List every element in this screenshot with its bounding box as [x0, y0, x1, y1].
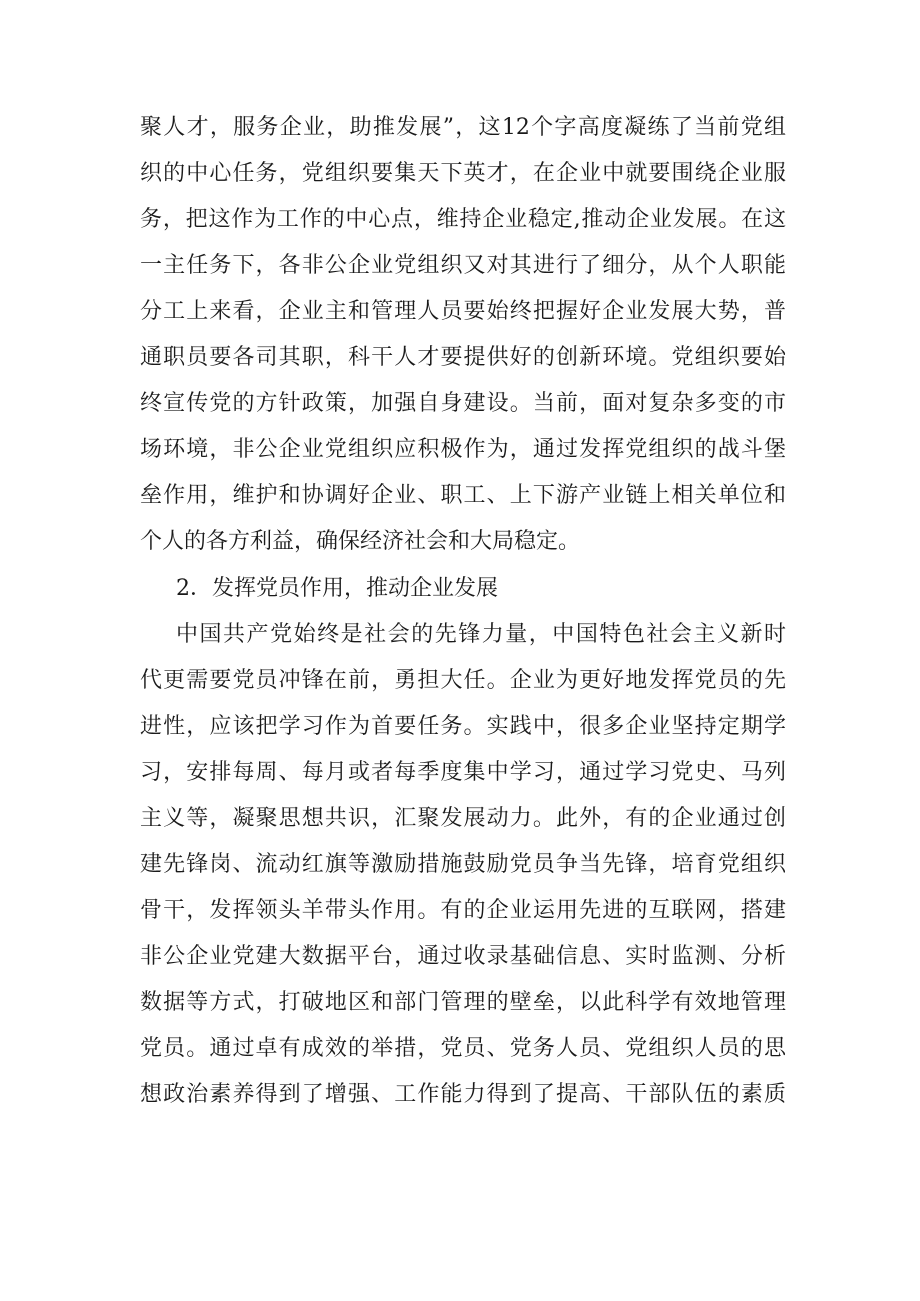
text-line: 垒作用，维护和协调好企业、职工、上下游产业链上相关单位和 — [140, 483, 786, 508]
text-line: 习，安排每周、每月或者每季度集中学习，通过学习党史、马列 — [140, 760, 786, 785]
text-line: 数据等方式，打破地区和部门管理的壁垒，以此科学有效地管理 — [140, 990, 786, 1015]
text-line: 党员。通过卓有成效的举措，党员、党务人员、党组织人员的思 — [140, 1036, 786, 1061]
text-line: 聚人才，服务企业，助推发展”，这12个字高度凝练了当前党组 — [140, 115, 786, 140]
text-line: 个人的各方利益，确保经济社会和大局稳定。 — [140, 529, 581, 554]
text-line: 进性，应该把学习作为首要任务。实践中，很多企业坚持定期学 — [140, 714, 786, 739]
text-line: 一主任务下，各非公企业党组织又对其进行了细分，从个人职能 — [140, 253, 786, 278]
text-line: 织的中心任务，党组织要集天下英才，在企业中就要围绕企业服 — [140, 161, 786, 186]
text-line: 主义等，凝聚思想共识，汇聚发展动力。此外，有的企业通过创 — [140, 806, 786, 831]
text-line: 通职员要各司其职，科干人才要提供好的创新环境。党组织要始 — [140, 345, 786, 370]
text-line: 分工上来看，企业主和管理人员要始终把握好企业发展大势，普 — [140, 299, 786, 324]
text-line: 务，把这作为工作的中心点，维持企业稳定,推动企业发展。在这 — [140, 207, 786, 232]
text-line: 场环境，非公企业党组织应积极作为，通过发挥党组织的战斗堡 — [140, 437, 786, 462]
text-line: 建先锋岗、流动红旗等激励措施鼓励党员争当先锋，培育党组织 — [140, 852, 786, 877]
text-line: 骨干，发挥领头羊带头作用。有的企业运用先进的互联网，搭建 — [140, 898, 786, 923]
text-line: 想政治素养得到了增强、工作能力得到了提高、干部队伍的素质 — [140, 1082, 786, 1107]
text-line: 中国共产党始终是社会的先锋力量，中国特色社会主义新时 — [176, 622, 786, 647]
text-line: 非公企业党建大数据平台，通过收录基础信息、实时监测、分析 — [140, 944, 786, 969]
text-line: 代更需要党员冲锋在前，勇担大任。企业为更好地发挥党员的先 — [140, 668, 786, 693]
text-line: 终宣传党的方针政策，加强自身建设。当前，面对复杂多变的市 — [140, 391, 786, 416]
section-heading: 2．发挥党员作用，推动企业发展 — [176, 576, 498, 601]
